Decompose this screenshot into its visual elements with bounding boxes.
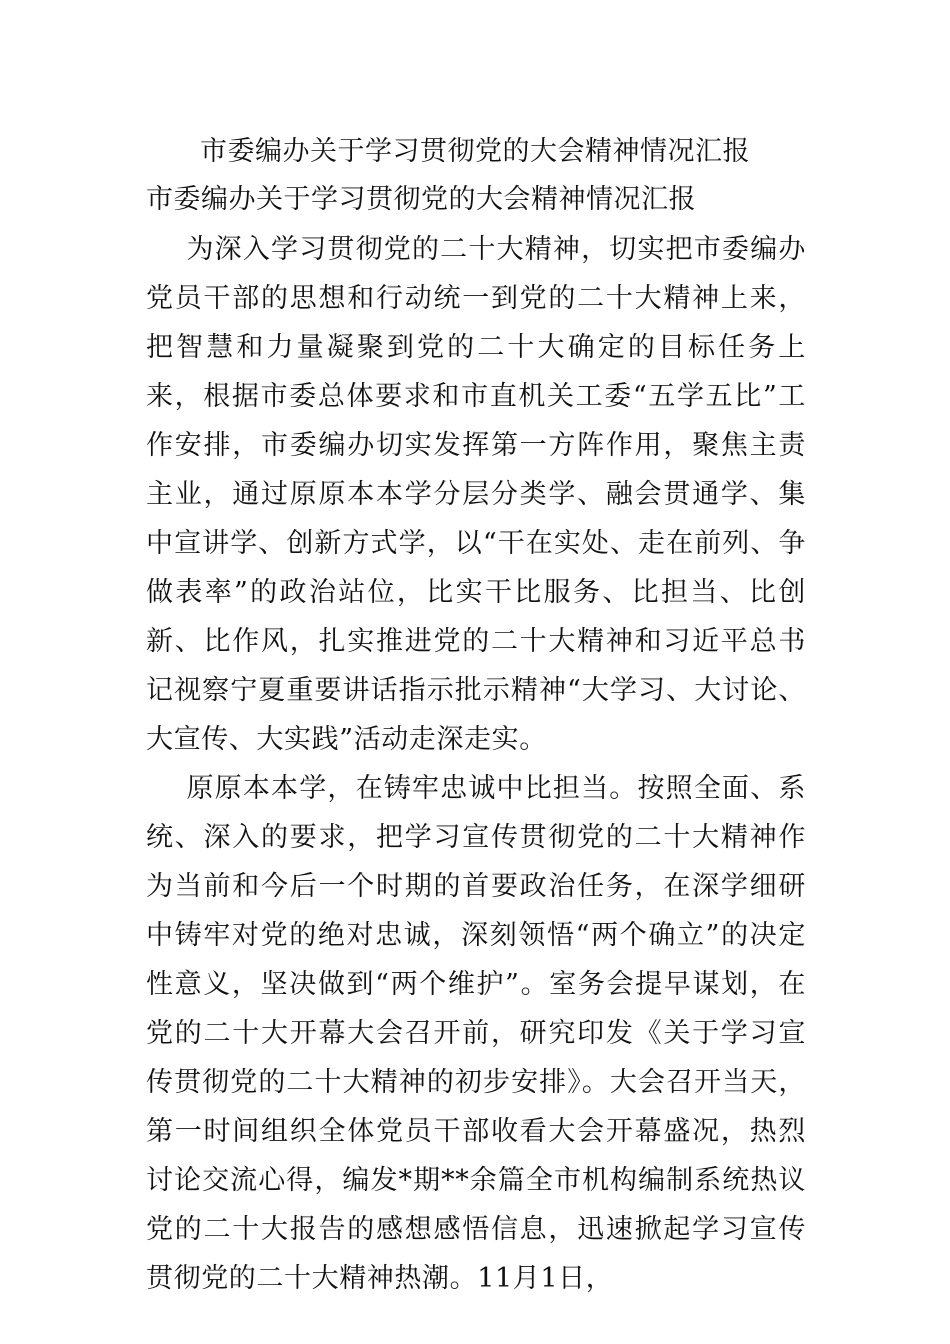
paragraph-study: 原原本本学，在铸牢忠诚中比担当。按照全面、系统、深入的要求，把学习宣传贯彻党的二十大精神作为当前和今后一个时期的首要政治任务，在深学细研中铸牢对党的绝对忠诚，深刻领悟“两个确立”的决定性意义，坚决做到“两个维护”。室务会提早谋划，在党的二十大开幕大会召开前，研究印发《关于学习宣传贯彻党的二十大精神的初步安排》。大会召开当天，第一时间组织全体党员干部收看大会开幕盛况，热烈讨论交流心得，编发*期**余篇全市机构编制系统热议党的二十大报告的感想感悟信息，迅速掀起学习宣传贯彻党的二十大精神热潮。11月1日， xyxy=(146,773,806,1294)
paragraph-intro: 为深入学习贯彻党的二十大精神，切实把市委编办党员干部的思想和行动统一到党的二十大精神上来，把智慧和力量凝聚到党的二十大确定的目标任务上来，根据市委总体要求和市直机关工委“五学五比”工作安排，市委编办切实发挥第一方阵作用，聚焦主责主业，通过原原本本学分层分类学、融会贯通学、集中宣讲学、创新方式学，以“干在实处、走在前列、争做表率”的政治站位，比实干比服务、比担当、比创新、比作风，扎实推进党的二十大精神和习近平总书记视察宁夏重要讲话指示批示精神“大学习、大讨论、大宣传、大实践”活动走深走实。 xyxy=(146,234,806,755)
document-title-left: 市委编办关于学习贯彻党的大会精神情况汇报 xyxy=(146,184,696,215)
document-body xyxy=(146,225,806,1303)
document-title-centered: 市委编办关于学习贯彻党的大会精神情况汇报 xyxy=(200,136,750,167)
